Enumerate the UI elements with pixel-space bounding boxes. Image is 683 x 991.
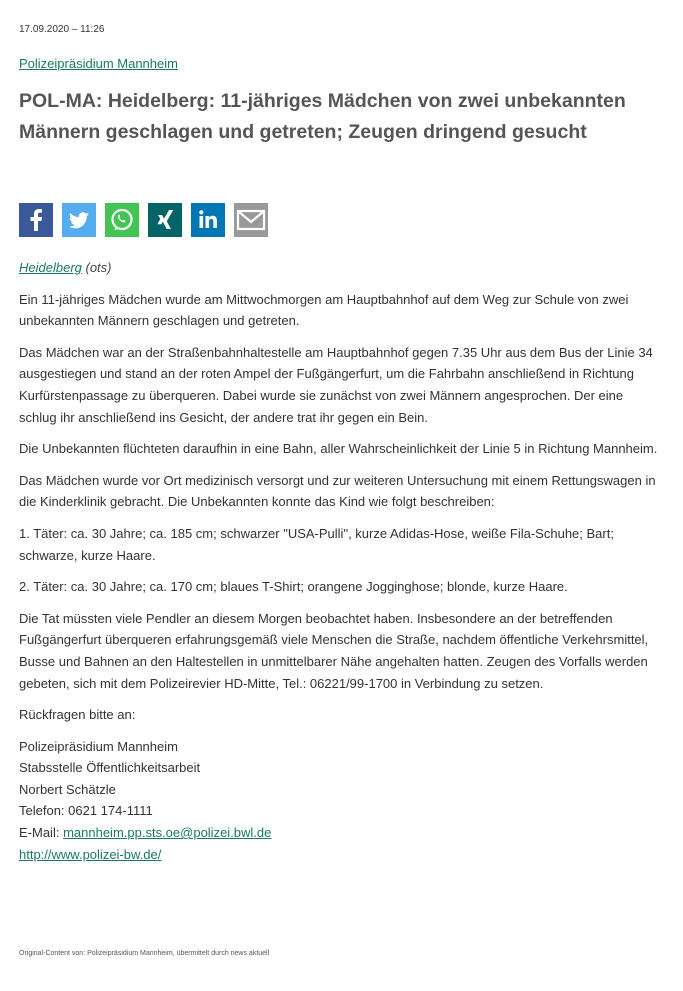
share-whatsapp-button[interactable]	[105, 203, 139, 237]
twitter-icon	[62, 203, 96, 237]
facebook-icon	[19, 203, 53, 237]
share-facebook-button[interactable]	[19, 203, 53, 237]
whatsapp-icon	[105, 203, 139, 237]
contact-block	[19, 736, 664, 866]
email-link[interactable]: mannheim.pp.sts.oe@polizei.bwl.de	[63, 825, 272, 841]
email-label: E-Mail:	[19, 825, 60, 841]
linkedin-icon	[191, 203, 225, 237]
paragraph: Die Tat müssten viele Pendler an diesem Morgen beobachtet haben. Insbesondere an der betreffenden Fußgängerfurt überqueren erfahrungsgemäß viele Menschen die Straße, nachdem öffentliche Verkehrsmittel, Busse und Bahnen an den Haltestellen in unmittelbarer Nähe angehalten hatten. Zeugen des Vorfalls werden gebeten, sich mit dem Polizeirevier HD-Mitte, Tel.: 06221/99-1700 in Verbindung zu setzen.	[19, 610, 649, 691]
contact-email-line	[19, 822, 664, 844]
article-title: POL-MA: Heidelberg: 11-jähriges Mädchen von zwei unbekannten Männern geschlagen und getreten; Zeugen dringend gesucht	[19, 90, 626, 143]
contact-name: Norbert Schätzle	[19, 781, 116, 797]
original-content-note: Original-Content von: Polizeipräsidium Mannheim, übermittelt durch news aktuell	[19, 950, 270, 957]
share-linkedin-button[interactable]	[191, 203, 225, 237]
contact-org: Polizeipräsidium Mannheim	[19, 738, 178, 754]
share-twitter-button[interactable]	[62, 203, 96, 237]
paragraph: Das Mädchen war an der Straßenbahnhaltestelle am Hauptbahnhof gegen 7.35 Uhr aus dem Bus der Linie 34 ausgestiegen und stand an der roten Ampel der Fußgängerfurt, um die Fahrbahn anschließend in Richtung Kurfürstenpassage zu überqueren. Dabei wurde sie zunächst von zwei Männern angesprochen. Der eine schlug ihr anschließend ins Gesicht, der andere trat ihr gegen ein Bein.	[19, 344, 653, 425]
location-link[interactable]: Heidelberg	[19, 260, 82, 275]
paragraph: Das Mädchen wurde vor Ort medizinisch versorgt und zur weiteren Untersuchung mit einem Rettungswagen in die Kinderklinik gebracht. Die Unbekannten konnte das Kind wie folgt beschreiben:	[19, 472, 656, 510]
contact-phone: Telefon: 0621 174-1111	[19, 803, 153, 819]
paragraph: Rückfragen bitte an:	[19, 707, 136, 723]
share-bar	[19, 203, 268, 237]
website-link[interactable]: http://www.polizei-bw.de/	[19, 846, 162, 862]
dateline	[19, 257, 664, 279]
publish-date: 17.09.2020 – 11:26	[19, 24, 105, 35]
contact-dept: Stabsstelle Öffentlichkeitsarbeit	[19, 760, 201, 776]
mail-icon	[234, 203, 268, 237]
paragraph: Die Unbekannten flüchteten daraufhin in eine Bahn, aller Wahrscheinlichkeit der Linie 5 in Richtung Mannheim.	[19, 441, 658, 457]
publisher-link[interactable]: Polizeipräsidium Mannheim	[19, 56, 178, 71]
paragraph: Ein 11-jähriges Mädchen wurde am Mittwochmorgen am Hauptbahnhof auf dem Weg zur Schule von zwei unbekannten Männern geschlagen und getreten.	[19, 291, 629, 329]
xing-icon	[148, 203, 182, 237]
source-tag: (ots)	[85, 260, 112, 275]
share-email-button[interactable]	[234, 203, 268, 237]
share-xing-button[interactable]	[148, 203, 182, 237]
article-body	[19, 257, 664, 865]
paragraph: 1. Täter: ca. 30 Jahre; ca. 185 cm; schwarzer "USA-Pulli", kurze Adidas-Hose, weiße Fila-Schuhe; Bart; schwarze, kurze Haare.	[19, 525, 614, 563]
paragraph: 2. Täter: ca. 30 Jahre; ca. 170 cm; blaues T-Shirt; orangene Jogginghose; blonde, kurze Haare.	[19, 579, 568, 595]
